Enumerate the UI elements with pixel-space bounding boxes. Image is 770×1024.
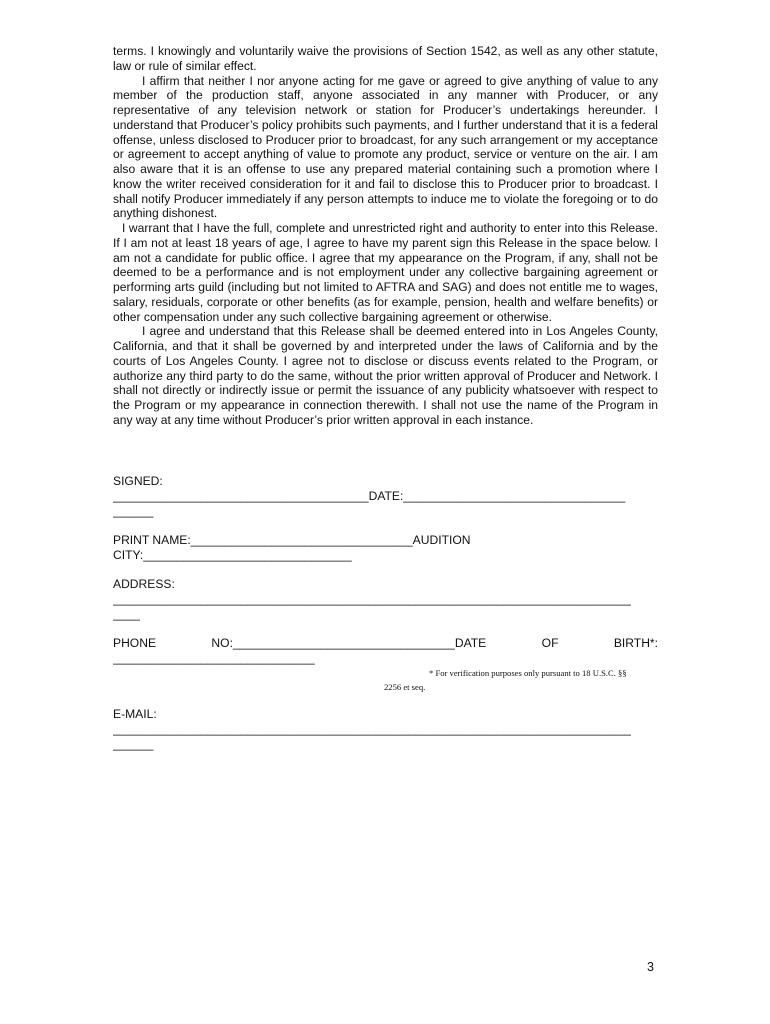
- paragraph-affirmation: I affirm that neither I nor anyone acting for me gave or agreed to give anything of value to any member of the production staff, anyone associated in any manner with Producer, or any representative of any television network or station for Producer’s undertakings hereunder. I understand that Producer’s policy prohibits such payments, and I further understand that it is a federal offense, unless disclosed to Producer prior to broadcast, for any such arrangement or my acceptance or agreement to accept anything of value to promote any product, service or venture on the air. I am also aware that it is an offense to use any prepared material containing such a promotion where I know the writer received consideration for it and fail to disclose this to Producer prior to broadcast. I shall notify Producer immediately if any person attempts to induce me to violate the foregoing or to do anything dishonest.: [113, 73, 658, 221]
- print-name-block: [113, 533, 658, 563]
- paragraph-warranty: I warrant that I have the full, complete and unrestricted right and authority to enter into this Release. If I am not at least 18 years of age, I agree to have my parent sign this Release in the space below. I am not a candidate for public office. I agree that my appearance on the Program, if any, shall not be deemed to be a performance and is not employment under any collective bargaining agreement or performing arts guild (including but not limited to AFTRA and SAG) and does not entitle me to wages, salary, residuals, corporate or other benefits (as for example, pension, health and welfare benefits) or other compensation under any such collective bargaining agreement or otherwise.: [113, 221, 658, 324]
- phone-birth-row: [113, 636, 658, 651]
- email-line-continued[interactable]: ______: [113, 737, 154, 751]
- address-line[interactable]: _____________________________________________________________________________: [113, 592, 631, 606]
- audition-city-line[interactable]: CITY:_______________________________: [113, 548, 352, 562]
- paragraph-section-1542: terms. I knowingly and voluntarily waive the provisions of Section 1542, as well as any other statute, law or rule of similar effect.: [113, 44, 658, 73]
- email-line[interactable]: _____________________________________________________________________________: [113, 722, 631, 736]
- email-block: [113, 707, 658, 752]
- address-line-continued[interactable]: ____: [113, 607, 140, 621]
- phone-block: [113, 636, 658, 666]
- signature-date-line[interactable]: ______________________________________DATE:_________________________________: [113, 489, 626, 503]
- paragraph-governing-law: I agree and understand that this Release shall be deemed entered into in Los Angeles County, California, and that it shall be governed by and interpreted under the laws of California and by the courts of Los Angeles County. I agree not to disclose or discuss events related to the Program, or authorize any third party to do the same, without the prior written approval of Producer and Network. I shall not directly or indirectly issue or permit the issuance of any publicity whatsoever with respect to the Program or my appearance in connection therewith. I shall not use the name of the Program in any way at any time without Producer’s prior written approval in each instance.: [113, 324, 658, 427]
- birth-label: BIRTH*:: [613, 636, 658, 650]
- signed-label: SIGNED:: [113, 474, 163, 488]
- phone-label: PHONE: [113, 636, 157, 650]
- signed-block: [113, 474, 658, 519]
- verification-footnote-continued: 2256 et seq.: [384, 682, 426, 692]
- address-block: [113, 577, 658, 622]
- email-label: E-MAIL:: [113, 707, 157, 721]
- release-body: [113, 44, 658, 428]
- address-label: ADDRESS:: [113, 577, 175, 591]
- phone-number-date-line[interactable]: NO:_________________________________DATE: [211, 636, 487, 650]
- of-label: OF: [541, 636, 559, 650]
- print-name-audition-line[interactable]: PRINT NAME:_________________________________AUDITION: [113, 533, 471, 547]
- verification-footnote: * For verification purposes only pursuant to 18 U.S.C. §§: [429, 668, 627, 678]
- signature-line-continued[interactable]: ______: [113, 504, 154, 518]
- birth-date-line[interactable]: ______________________________: [113, 651, 315, 665]
- page-number: 3: [647, 960, 654, 974]
